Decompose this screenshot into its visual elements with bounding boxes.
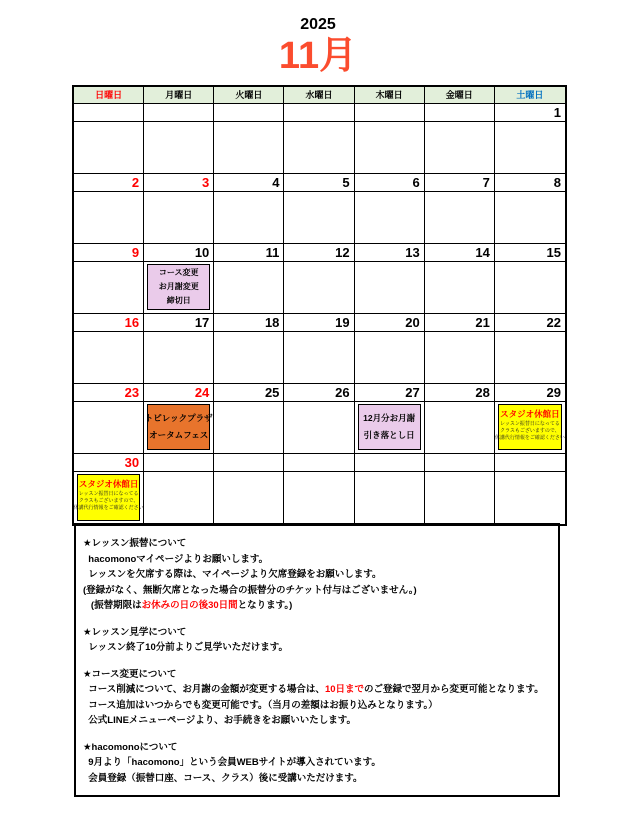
date-cell-empty bbox=[144, 454, 214, 472]
date-cell-13: 13 bbox=[355, 244, 425, 262]
date-cell-empty bbox=[355, 104, 425, 122]
weekday-header-fri: 金曜日 bbox=[425, 87, 495, 104]
day-content-cell-empty bbox=[214, 472, 284, 524]
day-content-cell-empty bbox=[214, 122, 284, 174]
note-line: 引き落とし日 bbox=[363, 430, 415, 440]
date-cell-23: 23 bbox=[74, 384, 144, 402]
footer-text: コース追加はいつからでも変更可能です。（当月の差額はお振り込みとなります。） bbox=[83, 699, 438, 711]
day-content-cell-empty bbox=[355, 472, 425, 524]
day-content-cell-11 bbox=[214, 262, 284, 314]
note-small-line: レッスン振替日になってる bbox=[499, 421, 560, 427]
footer-line bbox=[83, 583, 551, 599]
day-content-cell-24 bbox=[144, 402, 214, 454]
note-small-line: レッスン振替日になってる bbox=[78, 491, 139, 497]
footer-text: ★コース変更について bbox=[83, 668, 177, 680]
date-cell-24: 24 bbox=[144, 384, 214, 402]
footer-section-lesson-visit bbox=[83, 625, 551, 656]
date-cell-27: 27 bbox=[355, 384, 425, 402]
day-content-cell-25 bbox=[214, 402, 284, 454]
footer-text: のご登録で翌月から変更可能となります。 bbox=[364, 684, 544, 695]
date-cell-18: 18 bbox=[214, 314, 284, 332]
day-content-cell-3 bbox=[144, 192, 214, 244]
day-content-cell-empty bbox=[144, 472, 214, 524]
calendar-grid bbox=[72, 85, 567, 526]
note-line: 12月分お月謝 bbox=[363, 413, 416, 423]
day-content-cell-2 bbox=[74, 192, 144, 244]
day-content-cell-17 bbox=[144, 332, 214, 384]
day-content-cell-empty bbox=[355, 122, 425, 174]
note-small-line: クラスもございますので、 bbox=[78, 498, 139, 504]
date-cell-19: 19 bbox=[284, 314, 354, 332]
day-content-cell-18 bbox=[214, 332, 284, 384]
footer-text: hacomonoマイページよりお願いします。 bbox=[83, 553, 269, 565]
note-title: スタジオ休館日 bbox=[500, 409, 560, 419]
note-day-24 bbox=[144, 404, 213, 450]
date-cell-empty bbox=[214, 454, 284, 472]
note-line: 締切日 bbox=[166, 296, 191, 305]
note-day-30 bbox=[73, 474, 144, 521]
date-cell-21: 21 bbox=[425, 314, 495, 332]
date-cell-25: 25 bbox=[214, 384, 284, 402]
day-content-cell-empty bbox=[495, 472, 565, 524]
footer-text: ★hacomonoについて bbox=[83, 741, 178, 753]
date-cell-5: 5 bbox=[284, 174, 354, 192]
date-cell-empty bbox=[495, 454, 565, 472]
footer-line bbox=[83, 771, 551, 787]
date-cell-empty bbox=[144, 104, 214, 122]
day-content-cell-8 bbox=[495, 192, 565, 244]
date-cell-3: 3 bbox=[144, 174, 214, 192]
footer-text-red: お休みの日の後30日間 bbox=[141, 600, 238, 611]
footer-text: ★レッスン振替について bbox=[83, 538, 187, 549]
day-content-cell-empty bbox=[425, 122, 495, 174]
footer-text: ★レッスン見学について bbox=[83, 626, 187, 638]
notes-box bbox=[74, 523, 560, 797]
date-cell-26: 26 bbox=[284, 384, 354, 402]
day-content-cell-7 bbox=[425, 192, 495, 244]
date-cell-4: 4 bbox=[214, 174, 284, 192]
date-cell-empty bbox=[425, 104, 495, 122]
day-content-cell-22 bbox=[495, 332, 565, 384]
note-small-line: 休講代行情報をご確認ください bbox=[494, 435, 565, 441]
day-content-cell-15 bbox=[495, 262, 565, 314]
date-cell-29: 29 bbox=[495, 384, 565, 402]
day-content-cell-empty bbox=[284, 472, 354, 524]
day-content-cell-21 bbox=[425, 332, 495, 384]
day-content-cell-5 bbox=[284, 192, 354, 244]
day-content-cell-empty bbox=[144, 122, 214, 174]
day-content-cell-10 bbox=[144, 262, 214, 314]
footer-line bbox=[83, 552, 551, 568]
date-cell-30: 30 bbox=[74, 454, 144, 472]
date-cell-12: 12 bbox=[284, 244, 354, 262]
footer-line bbox=[83, 698, 551, 714]
day-content-cell-26 bbox=[284, 402, 354, 454]
date-cell-22: 22 bbox=[495, 314, 565, 332]
day-content-cell-12 bbox=[284, 262, 354, 314]
day-content-cell-23 bbox=[74, 402, 144, 454]
footer-text: レッスンを欠席する際は、マイページより欠席登録をお願いします。 bbox=[83, 569, 382, 580]
note-line: お月謝変更 bbox=[158, 282, 199, 291]
footer-line bbox=[83, 740, 551, 756]
note-title: スタジオ休館日 bbox=[78, 479, 139, 489]
date-cell-14: 14 bbox=[425, 244, 495, 262]
footer-line bbox=[83, 640, 551, 656]
date-cell-16: 16 bbox=[74, 314, 144, 332]
month-title: 11月 bbox=[278, 35, 358, 77]
footer-text: となります。) bbox=[237, 600, 293, 611]
footer-line bbox=[83, 755, 551, 771]
footer-line bbox=[83, 625, 551, 641]
note-small-line: クラスもございますので、 bbox=[500, 428, 560, 434]
footer-section-lesson-transfer bbox=[83, 536, 551, 614]
weekday-header-sun: 日曜日 bbox=[74, 87, 144, 104]
day-content-cell-16 bbox=[74, 332, 144, 384]
footer-text: コース削減について、お月謝の金額が変更する場合は、 bbox=[83, 684, 325, 695]
footer-line bbox=[83, 598, 551, 614]
footer-text: 9月より「hacomono」という会員WEBサイトが導入されています。 bbox=[83, 757, 381, 768]
date-cell-2: 2 bbox=[74, 174, 144, 192]
weekday-header-tue: 火曜日 bbox=[214, 87, 284, 104]
date-cell-11: 11 bbox=[214, 244, 284, 262]
date-cell-empty bbox=[284, 454, 354, 472]
day-content-cell-14 bbox=[425, 262, 495, 314]
note-line: コース変更 bbox=[158, 268, 199, 277]
date-cell-7: 7 bbox=[425, 174, 495, 192]
date-cell-17: 17 bbox=[144, 314, 214, 332]
weekday-header-wed: 水曜日 bbox=[284, 87, 354, 104]
day-content-cell-1 bbox=[495, 122, 565, 174]
date-cell-10: 10 bbox=[144, 244, 214, 262]
footer-line bbox=[83, 567, 551, 583]
footer-line bbox=[83, 536, 551, 552]
weekday-header-thu: 木曜日 bbox=[355, 87, 425, 104]
day-content-cell-empty bbox=[74, 122, 144, 174]
day-content-cell-30 bbox=[74, 472, 144, 524]
date-cell-15: 15 bbox=[495, 244, 565, 262]
note-day-10 bbox=[147, 264, 210, 310]
date-cell-empty bbox=[355, 454, 425, 472]
footer-line bbox=[83, 682, 551, 698]
day-content-cell-29 bbox=[495, 402, 565, 454]
note-day-27 bbox=[358, 404, 421, 450]
date-cell-9: 9 bbox=[74, 244, 144, 262]
footer-section-hacomono bbox=[83, 740, 551, 787]
note-small-line: 休講代行情報をご確認ください bbox=[73, 505, 144, 511]
date-cell-8: 8 bbox=[495, 174, 565, 192]
date-cell-empty bbox=[284, 104, 354, 122]
footer-text: 公式LINEメニューページより、お手続きをお願いいたします。 bbox=[83, 715, 356, 726]
footer-text: レッスン終了10分前よりご見学いただけます。 bbox=[83, 642, 288, 653]
day-content-cell-28 bbox=[425, 402, 495, 454]
day-content-cell-9 bbox=[74, 262, 144, 314]
footer-text: 会員登録（振替口座、コース、クラス）後に受講いただけます。 bbox=[83, 772, 363, 784]
day-content-cell-19 bbox=[284, 332, 354, 384]
weekday-header-mon: 月曜日 bbox=[144, 87, 214, 104]
note-day-29 bbox=[494, 404, 565, 450]
date-cell-empty bbox=[214, 104, 284, 122]
note-line: トピレックプラザ bbox=[144, 413, 213, 423]
date-cell-28: 28 bbox=[425, 384, 495, 402]
day-content-cell-27 bbox=[355, 402, 425, 454]
date-cell-empty bbox=[425, 454, 495, 472]
footer-section-course-change bbox=[83, 667, 551, 729]
day-content-cell-4 bbox=[214, 192, 284, 244]
date-cell-1: 1 bbox=[495, 104, 565, 122]
day-content-cell-empty bbox=[284, 122, 354, 174]
day-content-cell-20 bbox=[355, 332, 425, 384]
footer-text: (登録がなく、無断欠席となった場合の振替分のチケット付与はございません。) bbox=[83, 584, 417, 596]
date-cell-empty bbox=[74, 104, 144, 122]
day-content-cell-empty bbox=[425, 472, 495, 524]
day-content-cell-6 bbox=[355, 192, 425, 244]
year-title: 2025 bbox=[300, 16, 336, 33]
day-content-cell-13 bbox=[355, 262, 425, 314]
footer-text-red: 10日まで bbox=[324, 684, 365, 695]
weekday-header-sat: 土曜日 bbox=[495, 87, 565, 104]
note-line: オータムフェス bbox=[149, 430, 209, 440]
date-cell-6: 6 bbox=[355, 174, 425, 192]
footer-text: (振替期限は bbox=[83, 600, 142, 611]
footer-line bbox=[83, 713, 551, 729]
footer-line bbox=[83, 667, 551, 683]
date-cell-20: 20 bbox=[355, 314, 425, 332]
